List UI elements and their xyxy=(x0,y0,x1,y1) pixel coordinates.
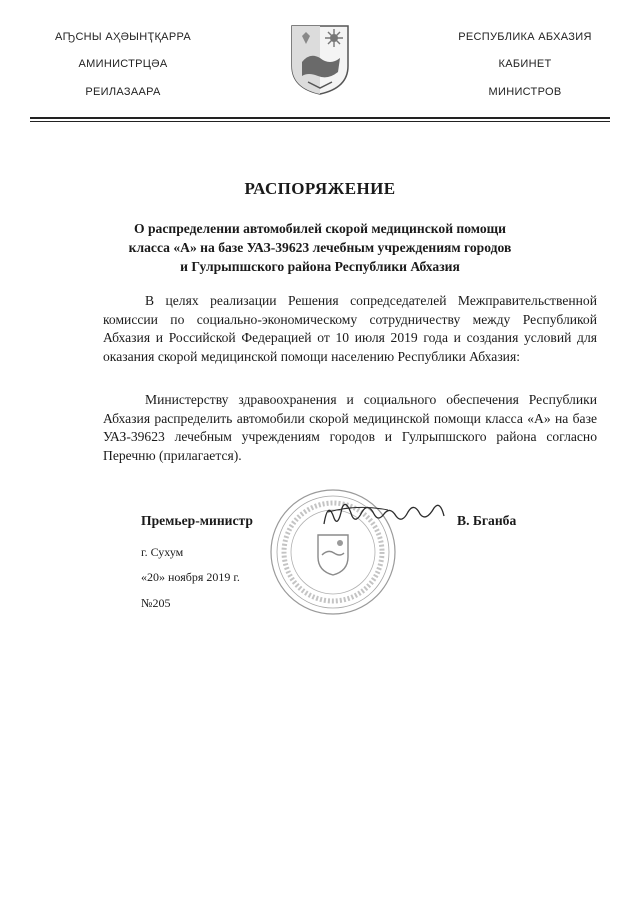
header-rule-thick xyxy=(30,117,610,119)
header-rule-thin xyxy=(30,121,610,122)
header-left-line-1: АҦСНЫ АҲӘЫНҬҚАРРА xyxy=(55,31,191,43)
subject-line: О распределении автомобилей скорой медицинской помощи xyxy=(134,221,506,236)
document-date: «20» ноября 2019 г. xyxy=(141,570,240,584)
header-right-line-1: РЕСПУБЛИКА АБХАЗИЯ xyxy=(458,31,592,43)
body-paragraph-order: Министерству здравоохранения и социального обеспечения Республики Абхазия распределить автомобили скорой медицинской помощи класса «А» на базе УАЗ-39623 лечебным учреждениям городов и Гулрыпшского района согласно Перечню (прилагается). xyxy=(103,392,597,463)
document-subject xyxy=(110,219,530,276)
subject-line: и Гулрыпшского района Республики Абхазия xyxy=(180,259,460,274)
header-left-line-2: АМИНИСТРЦӘА xyxy=(78,58,168,70)
document-title: РАСПОРЯЖЕНИЕ xyxy=(244,179,396,198)
document-number: №205 xyxy=(141,596,171,610)
subject-line: класса «А» на базе УАЗ-39623 лечебным учреждениям городов xyxy=(128,240,512,255)
header-right-line-2: КАБИНЕТ xyxy=(498,58,552,70)
header-left-line-3: РЕИЛАЗААРА xyxy=(85,86,161,98)
body-paragraph-preamble: В целях реализации Решения сопредседателей Межправительственной комиссии по социально-экономическому сотрудничеству между Республикой Абхазия и Российской Федерацией от 10 июля 2019 года и создания условий для оказания скорой медицинской помощи населению Республики Абхазия: xyxy=(103,293,597,364)
handwritten-signature xyxy=(318,494,478,534)
header-right-line-3: МИНИСТРОВ xyxy=(488,86,562,98)
state-emblem-icon xyxy=(288,22,352,96)
document-city: г. Сухум xyxy=(141,545,184,559)
signatory-position: Премьер-министр xyxy=(141,513,253,528)
signatory-name: В. Бганба xyxy=(457,513,517,528)
